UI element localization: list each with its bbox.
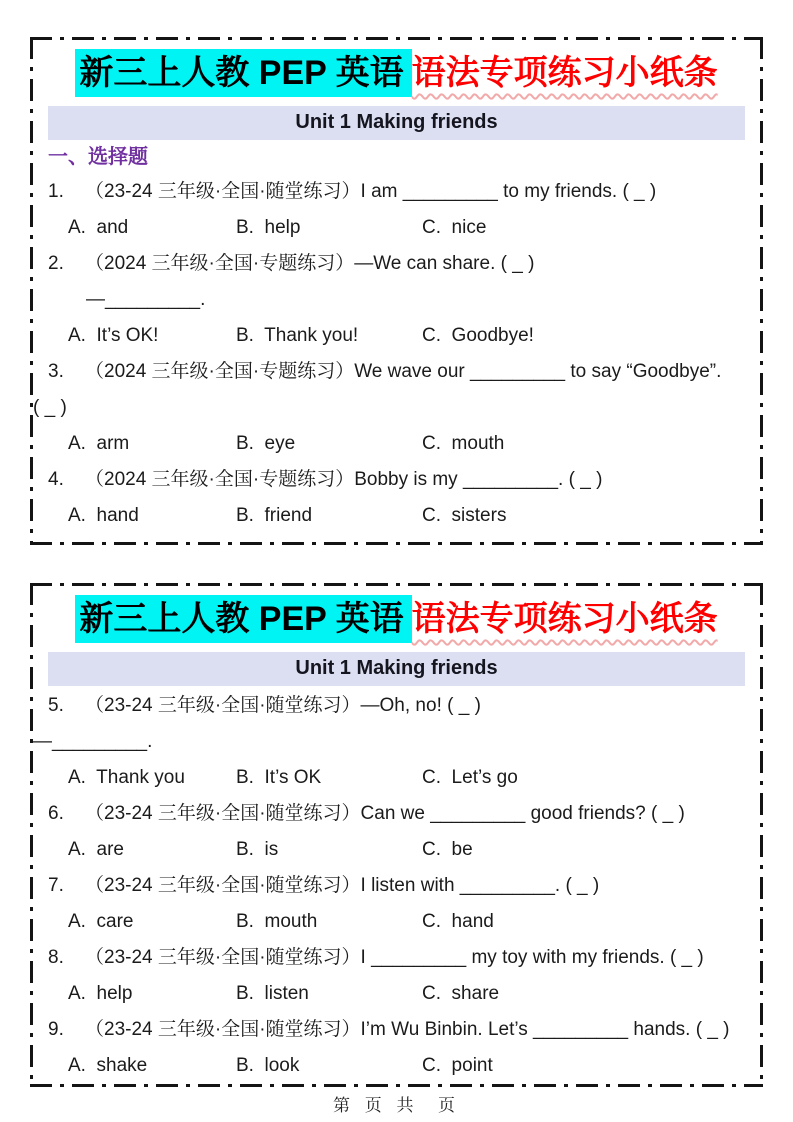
question-stem: （23-24 三年级·全国·随堂练习）I am _________ to my friends. ( _ ) [85, 181, 657, 203]
option-b: B. It’s OK [236, 767, 322, 789]
option-c: C. hand [422, 911, 494, 933]
option-c: C. Goodbye! [422, 325, 534, 347]
question-stem: （2024 三年级·全国·专题练习）—We can share. ( _ ) [85, 253, 535, 275]
option-c: C. be [422, 839, 473, 861]
option-a: A. Thank you [68, 767, 185, 789]
option-b: B. friend [236, 505, 313, 527]
question-number: 6. [48, 803, 64, 825]
question-stem: （2024 三年级·全国·专题练习）We wave our _________ to say “Goodbye”. [85, 361, 722, 383]
option-a: A. arm [68, 433, 130, 455]
question-row [48, 462, 745, 498]
options-row [68, 760, 745, 796]
page-title [48, 595, 745, 644]
option-b: B. help [236, 217, 301, 239]
question-row [48, 1012, 745, 1048]
options-row [68, 832, 745, 868]
question-number: 3. [48, 361, 64, 383]
options-row [68, 426, 745, 462]
option-c: C. Let’s go [422, 767, 518, 789]
question-number: 2. [48, 253, 64, 275]
question-row [48, 246, 745, 282]
question-row [48, 174, 745, 210]
options-row [68, 498, 745, 534]
question-row [48, 354, 745, 390]
option-b: B. mouth [236, 911, 318, 933]
question-row [48, 940, 745, 976]
question-row [48, 868, 745, 904]
question-number: 8. [48, 947, 64, 969]
question-stem: （23-24 三年级·全国·随堂练习）I listen with _________. ( _ ) [85, 875, 600, 897]
unit-banner: Unit 1 Making friends [48, 106, 745, 140]
option-b: B. listen [236, 983, 309, 1005]
title-highlighted-part: 新三上人教 PEP 英语 [75, 595, 411, 643]
option-a: A. help [68, 983, 133, 1005]
options-row [68, 210, 745, 246]
section-heading: 一、选择题 [48, 146, 148, 169]
option-c: C. nice [422, 217, 487, 239]
question-number: 7. [48, 875, 64, 897]
question-number: 5. [48, 695, 64, 717]
question-continuation: —_________. [33, 731, 153, 753]
question-number: 4. [48, 469, 64, 491]
options-row [68, 1048, 745, 1084]
option-c: C. mouth [422, 433, 505, 455]
option-b: B. Thank you! [236, 325, 359, 347]
option-c: C. point [422, 1055, 493, 1077]
footer-page-number: 第 页 共 页 [333, 1096, 460, 1115]
option-a: A. hand [68, 505, 139, 527]
options-row [68, 318, 745, 354]
option-a: A. care [68, 911, 134, 933]
unit-banner: Unit 1 Making friends [48, 652, 745, 686]
worksheet-card-1 [30, 37, 763, 545]
question-stem: （23-24 三年级·全国·随堂练习）—Oh, no! ( _ ) [85, 695, 481, 717]
title-highlighted-part: 新三上人教 PEP 英语 [75, 49, 411, 97]
question-stem: （23-24 三年级·全国·随堂练习）I _________ my toy with my friends. ( _ ) [85, 947, 704, 969]
question-number: 9. [48, 1019, 64, 1041]
title-red-part: 语法专项练习小纸条 [411, 54, 718, 92]
options-row [68, 976, 745, 1012]
option-b: B. look [236, 1055, 300, 1077]
question-stem: （2024 三年级·全国·专题练习）Bobby is my _________. ( _ ) [85, 469, 603, 491]
question-row [48, 688, 745, 724]
question-row [48, 796, 745, 832]
option-c: C. share [422, 983, 500, 1005]
option-a: A. and [68, 217, 129, 239]
option-a: A. are [68, 839, 124, 861]
title-red-part: 语法专项练习小纸条 [411, 600, 718, 638]
question-continuation: ( _ ) [33, 397, 67, 419]
question-continuation: —_________. [86, 289, 206, 311]
question-stem: （23-24 三年级·全国·随堂练习）Can we _________ good friends? ( _ ) [85, 803, 685, 825]
page-title [48, 49, 745, 98]
question-number: 1. [48, 181, 64, 203]
option-c: C. sisters [422, 505, 507, 527]
options-row [68, 904, 745, 940]
option-b: B. is [236, 839, 279, 861]
option-b: B. eye [236, 433, 296, 455]
worksheet-card-2 [30, 583, 763, 1087]
option-a: A. shake [68, 1055, 148, 1077]
option-a: A. It’s OK! [68, 325, 159, 347]
question-stem: （23-24 三年级·全国·随堂练习）I’m Wu Binbin. Let’s _________ hands. ( _ ) [85, 1019, 730, 1041]
